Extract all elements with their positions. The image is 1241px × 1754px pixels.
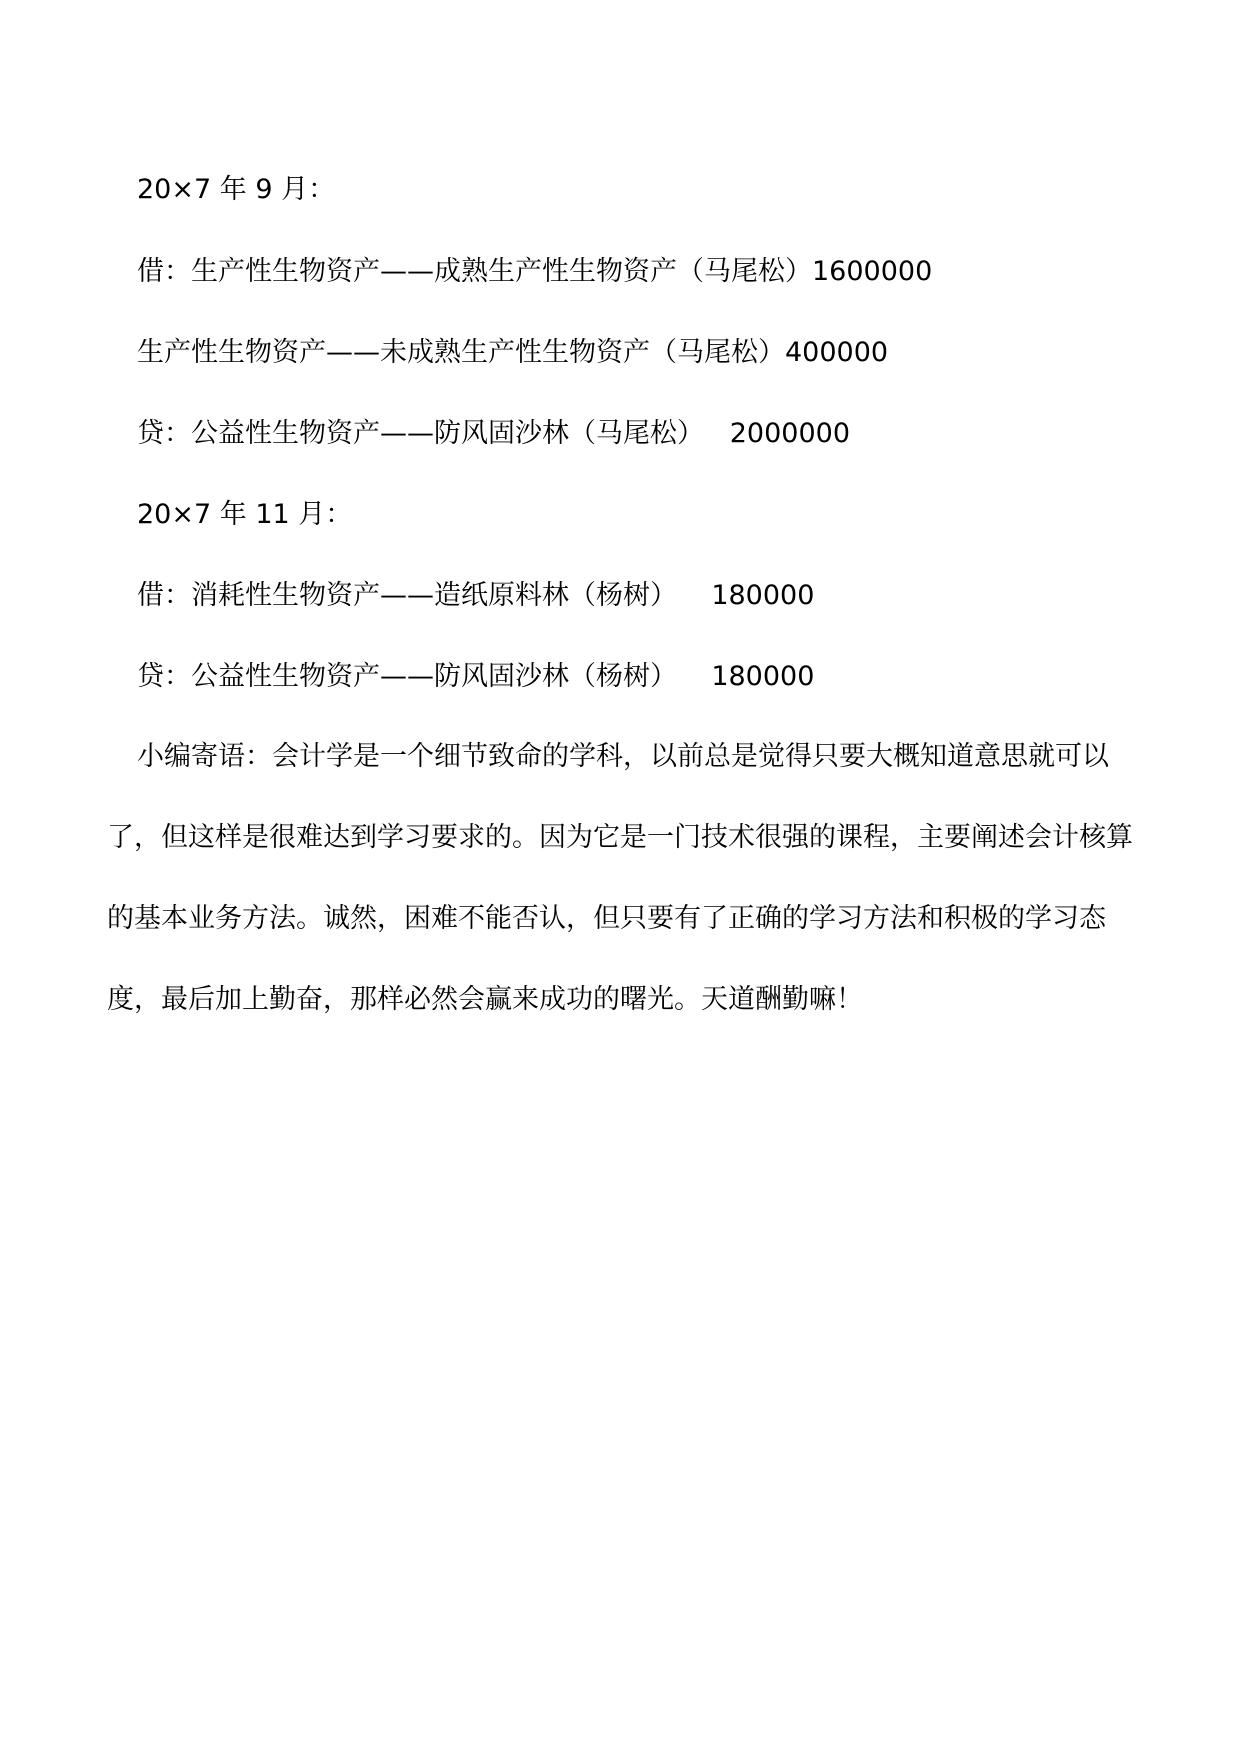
september-credit-entry: 贷：公益性生物资产——防风固沙林（马尾松） 2000000 (137, 418, 850, 449)
november-heading: 20×7 年 11 月： (137, 499, 353, 530)
editor-note-paragraph: 小编寄语：会计学是一个细节致命的学科，以前总是觉得只要大概知道意思就可以了，但这样是很难达到学习要求的。因为它是一门技术很强的课程，主要阐述会计核算的基本业务方法。诚然，困难不能否认，但只要有了正确的学习方法和积极的学习态度，最后加上勤奋，那样必然会赢来成功的曙光。天道酬勤嘛！ (107, 741, 1133, 1015)
november-debit-entry: 借：消耗性生物资产——造纸原料林（杨树） 180000 (137, 580, 815, 611)
september-debit-immature-entry: 生产性生物资产——未成熟生产性生物资产（马尾松）400000 (137, 337, 889, 368)
september-heading: 20×7 年 9 月： (137, 174, 336, 205)
november-credit-entry: 贷：公益性生物资产——防风固沙林（杨树） 180000 (137, 661, 815, 692)
september-debit-mature-entry: 借：生产性生物资产——成熟生产性生物资产（马尾松）1600000 (137, 256, 933, 287)
